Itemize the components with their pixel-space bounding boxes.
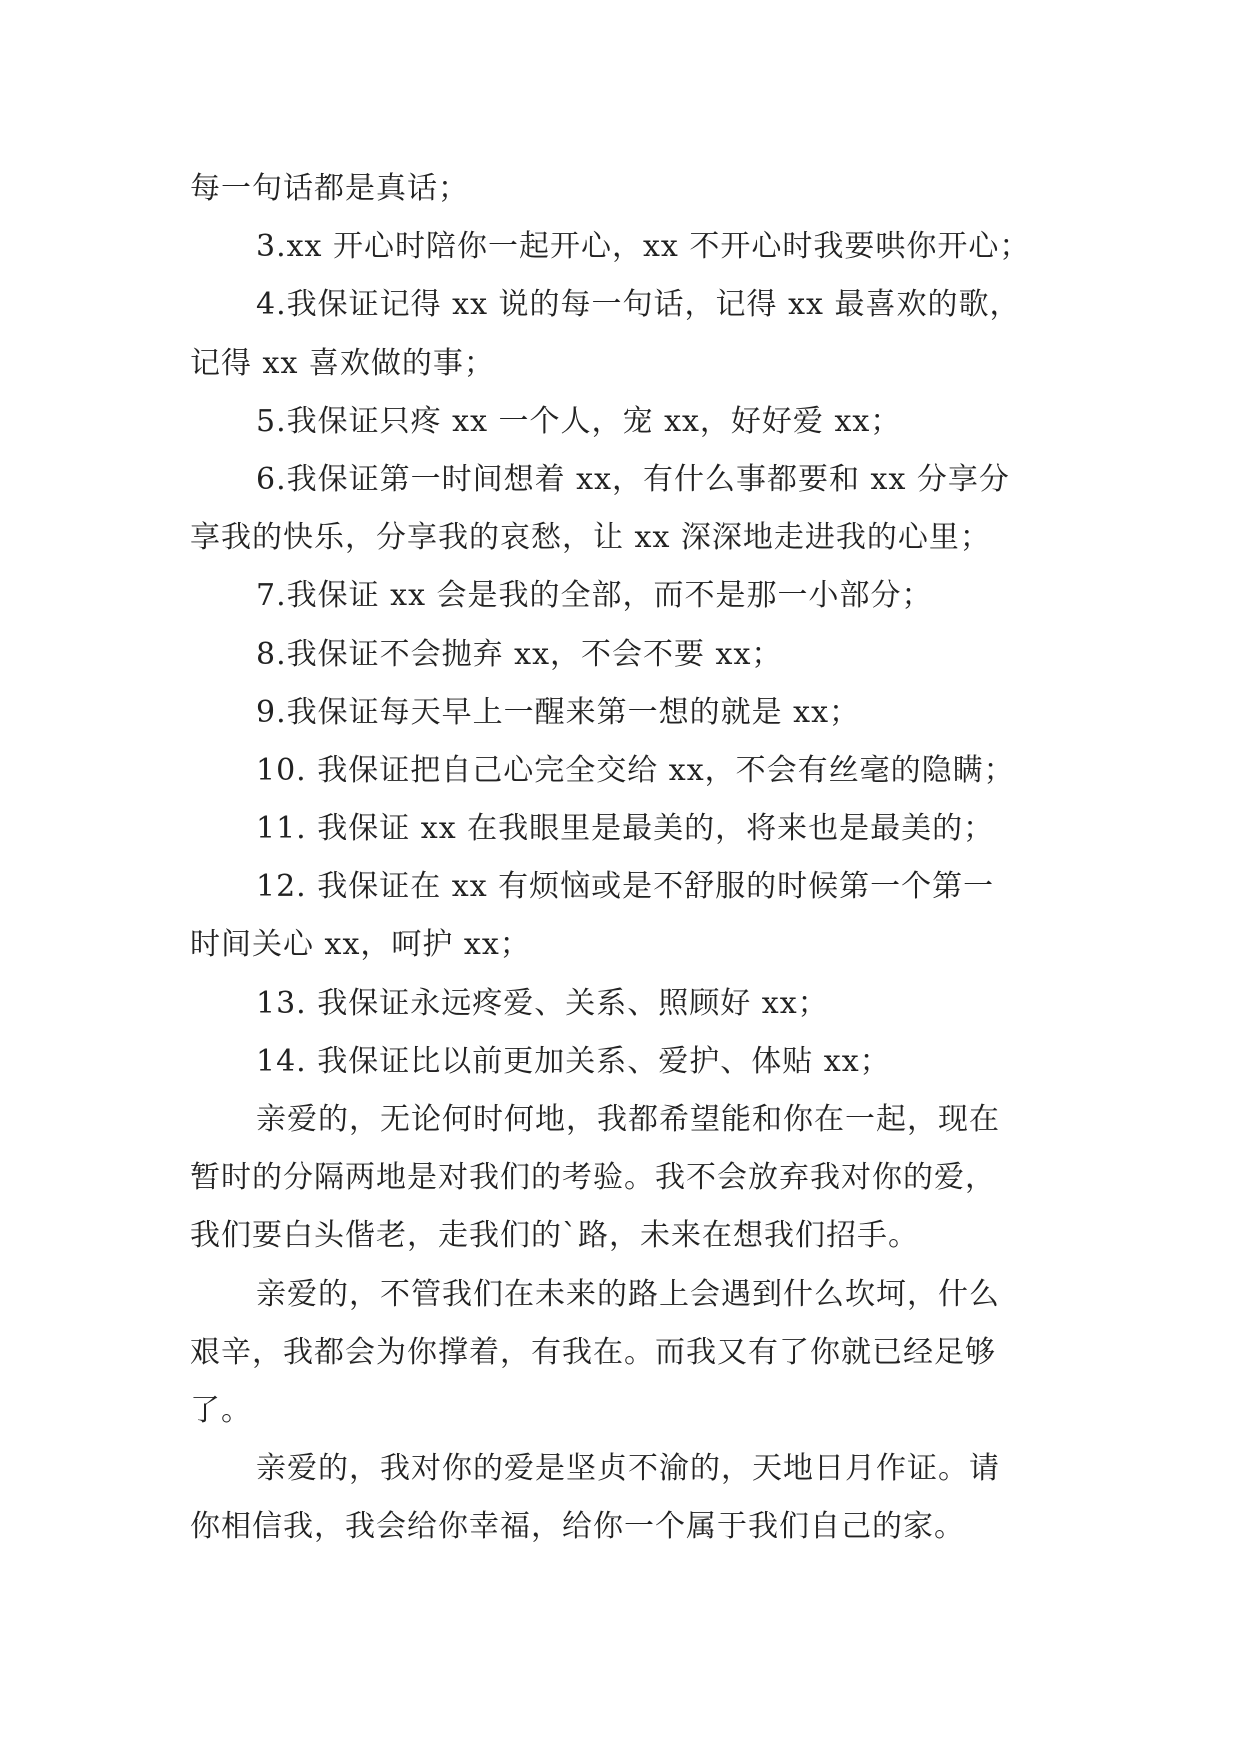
text-line: 亲爱的，我对你的爱是坚贞不渝的，天地日月作证。请 <box>256 1451 1000 1487</box>
text-line: 亲爱的，不管我们在未来的路上会遇到什么坎坷，什么 <box>256 1276 1000 1312</box>
text-line: 我们要白头偕老，走我们的`路，未来在想我们招手。 <box>190 1218 919 1254</box>
document-body <box>190 160 1060 1557</box>
text-line: 6.我保证第一时间想着 xx，有什么事都要和 xx 分享分 <box>256 461 1010 497</box>
text-line: 8.我保证不会抛弃 xx，不会不要 xx； <box>256 636 783 672</box>
text-line: 艰辛，我都会为你撑着，有我在。而我又有了你就已经足够 <box>190 1334 996 1370</box>
text-line: 每一句话都是真话； <box>190 171 469 206</box>
text-line: 5.我保证只疼 xx 一个人，宠 xx，好好爱 xx； <box>256 403 902 439</box>
text-line: 9.我保证每天早上一醒来第一想的就是 xx； <box>256 694 860 730</box>
text-line: 12. 我保证在 xx 有烦恼或是不舒服的时候第一个第一 <box>256 869 995 905</box>
text-line: 14. 我保证比以前更加关系、爱护、体贴 xx； <box>256 1043 891 1079</box>
text-line: 亲爱的，无论何时何地，我都希望能和你在一起，现在 <box>256 1102 1000 1137</box>
text-line: 10. 我保证把自己心完全交给 xx，不会有丝毫的隐瞒； <box>256 752 1015 788</box>
text-line: 暂时的分隔两地是对我们的考验。我不会放弃我对你的爱， <box>190 1160 996 1196</box>
text-line: 3.xx 开心时陪你一起开心，xx 不开心时我要哄你开心； <box>256 229 1031 265</box>
text-line: 时间关心 xx，呵护 xx； <box>190 927 531 963</box>
text-line: 4.我保证记得 xx 说的每一句话，记得 xx 最喜欢的歌， <box>256 287 1021 323</box>
text-line: 记得 xx 喜欢做的事； <box>190 345 495 381</box>
text-line: 11. 我保证 xx 在我眼里是最美的，将来也是最美的； <box>256 811 995 847</box>
text-line: 7.我保证 xx 会是我的全部，而不是那一小部分； <box>256 578 933 614</box>
text-line: 了。 <box>190 1392 252 1428</box>
text-line: 13. 我保证永远疼爱、关系、照顾好 xx； <box>256 985 829 1021</box>
text-line: 你相信我，我会给你幸福，给你一个属于我们自己的家。 <box>190 1509 965 1545</box>
text-line: 享我的快乐，分享我的哀愁，让 xx 深深地走进我的心里； <box>190 520 991 556</box>
